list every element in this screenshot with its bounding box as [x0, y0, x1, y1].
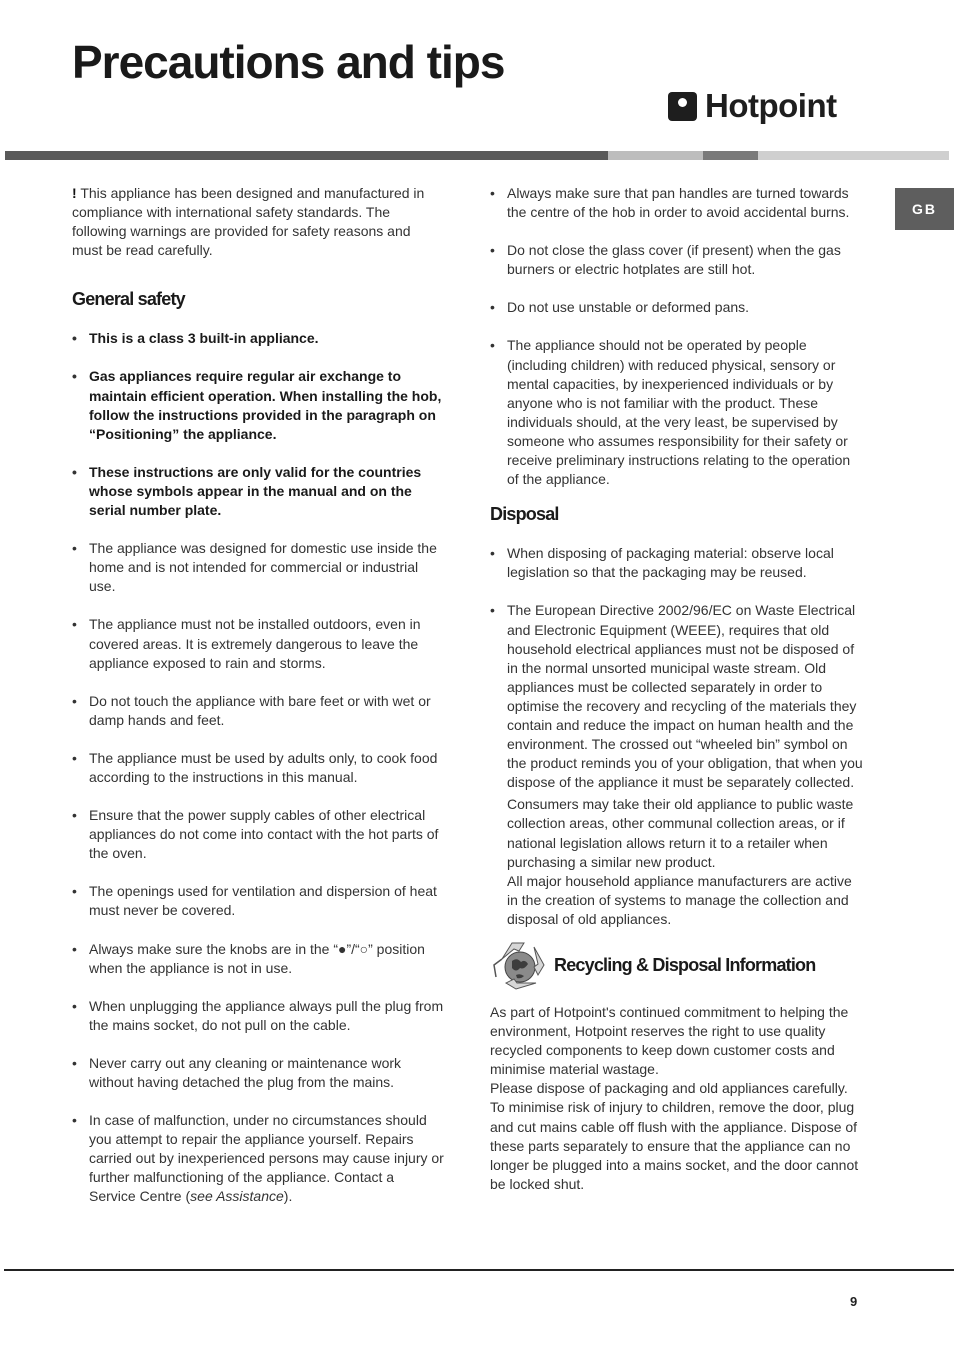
list-item: • Never carry out any cleaning or maintenance work without having detached the plug from the mains. [72, 1054, 444, 1092]
list-item-end: ). [283, 1188, 293, 1205]
intro-paragraph [72, 184, 444, 260]
list-item: • Gas appliances require regular air exchange to maintain efficient operation. When installing the hob, follow the instructions provided in the paragraph on “Positioning” the appliance. [72, 367, 444, 443]
recycling-header [490, 937, 863, 995]
page-number: 9 [850, 1294, 858, 1309]
general-safety-heading: General safety [72, 289, 185, 310]
recycling-paragraph: To minimise risk of injury to children, remove the door, plug and cut mains cable off flush with the appliance. Dispose of these parts separately to ensure that the appliance can no longer be plugged into a mains socket, and the door cannot be locked shut. [490, 1099, 859, 1192]
list-item: • This is a class 3 built-in appliance. [72, 329, 444, 348]
weee-manufacturers-text: All major household appliance manufacturers are active in the creation of systems to manage the collection and disposal of old appliances. [507, 872, 852, 927]
list-item: • These instructions are only valid for the countries whose symbols appear in the manual and on the serial number plate. [72, 463, 444, 520]
header-rule-segment [758, 151, 949, 160]
list-item: • Always make sure that pan handles are turned towards the centre of the hob in order to avoid accidental burns. [490, 184, 863, 222]
hob-safety-list [490, 184, 863, 489]
list-item [72, 1111, 444, 1206]
header-rule-segment [703, 151, 758, 160]
recycling-text [490, 1003, 863, 1194]
list-item: • The appliance must not be installed outdoors, even in covered areas. It is extremely dangerous to leave the appliance exposed to rain and storms. [72, 615, 444, 672]
disposal-list [490, 544, 863, 929]
assistance-reference: see Assistance [190, 1188, 284, 1205]
weee-directive-text: • The European Directive 2002/96/EC on Waste Electrical and Electronic Equipment (WEEE), requires that old household electrical appliances must not be disposed of in the normal unsorted municipal waste stream. Old appliances must be collected separately in order to optimise the recovery and recycling of the materials they contain and reduce the impact on human health and the environment. The crossed out “wheeled bin” symbol on the product reminds you of your obligation, that when you dispose of the appliance it must be separately collected. [507, 602, 863, 791]
language-tab: GB [895, 188, 954, 230]
list-item: • When unplugging the appliance always pull the plug from the mains socket, do not pull on the cable. [72, 997, 444, 1035]
list-item: • The appliance must be used by adults only, to cook food according to the instructions in this manual. [72, 749, 444, 787]
header-rule-segment [608, 151, 703, 160]
intro-text: This appliance has been designed and manufactured in compliance with international safety standards. The following warnings are provided for safety reasons and must be read carefully. [72, 185, 425, 259]
disposal-heading: Disposal [490, 504, 559, 525]
recycling-paragraph: As part of Hotpoint's continued commitment to helping the environment, Hotpoint reserves the right to use quality recycled components to keep down customer costs and minimise material wastage. [490, 1004, 849, 1078]
list-item: • The appliance was designed for domestic use inside the home and is not intended for commercial or industrial use. [72, 539, 444, 596]
page-title: Precautions and tips [72, 36, 505, 88]
general-safety-list [72, 329, 444, 1206]
list-item: • The openings used for ventilation and dispersion of heat must never be covered. [72, 882, 444, 920]
recycle-globe-icon [490, 937, 550, 995]
list-item: • The appliance should not be operated by people (including children) with reduced physical, sensory or mental capacities, by inexperienced individuals or by anyone who is not familiar with the product. These individuals should, at the very least, be supervised by someone who assumes responsibility for their safety or receive preliminary instructions relating to the operation of the appliance. [490, 336, 863, 489]
brand-name: Hotpoint [705, 87, 837, 124]
list-item: • Always make sure the knobs are in the “●”/“○” position when the appliance is not in use. [72, 940, 444, 978]
recycling-paragraph: Please dispose of packaging and old appliances carefully. [490, 1080, 848, 1097]
footer-rule [4, 1269, 954, 1271]
logo-mark-icon [668, 92, 697, 121]
warning-mark: ! [72, 185, 77, 201]
list-item: • Ensure that the power supply cables of other electrical appliances do not come into contact with the hot parts of the oven. [72, 806, 444, 863]
list-item: • When disposing of packaging material: observe local legislation so that the packaging may be reused. [490, 544, 863, 582]
recycling-heading: Recycling & Disposal Information [554, 955, 816, 976]
right-column [490, 184, 863, 1194]
left-column [72, 184, 444, 1226]
list-item [490, 601, 863, 929]
header-rule-segment [5, 151, 608, 160]
list-item: • Do not close the glass cover (if present) when the gas burners or electric hotplates are still hot. [490, 241, 863, 279]
list-item-text: In case of malfunction, under no circumstances should you attempt to repair the appliance yourself. Repairs carried out by inexperienced persons may cause injury or further malfunctioning of the appliance. Contact a Service Centre ( [89, 1112, 444, 1205]
weee-consumers-text: Consumers may take their old appliance to public waste collection areas, other communal collection areas, or if national legislation allows return it to a retailer when purchasing a similar new product. [507, 796, 854, 870]
list-item: • Do not touch the appliance with bare feet or with wet or damp hands and feet. [72, 692, 444, 730]
brand-logo [668, 86, 837, 126]
list-item: • Do not use unstable or deformed pans. [490, 298, 863, 317]
